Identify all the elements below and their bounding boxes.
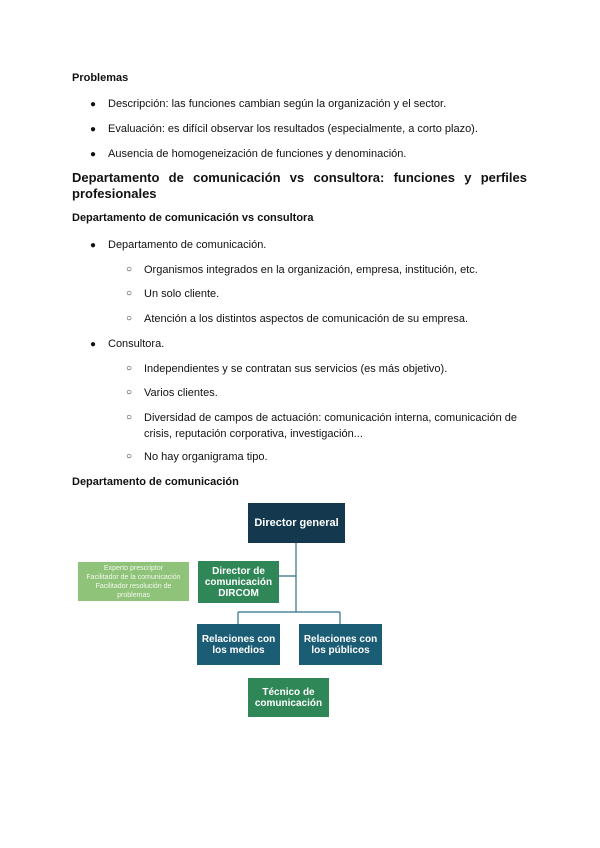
sub-list-item: Diversidad de campos de actuación: comunicación interna, comunicación de crisis, reputación corporativa, investigación... <box>144 412 517 440</box>
director-general-label: Director general <box>254 517 339 529</box>
publicos-line2: los públicos <box>311 644 370 656</box>
list-item-consultora: Consultora. <box>108 338 165 350</box>
relaciones-publicos-box <box>299 624 382 665</box>
medios-line1: Relaciones con <box>201 633 276 645</box>
sub-list-item: No hay organigrama tipo. <box>144 451 268 463</box>
circle-bullet-icon: ○ <box>126 363 133 374</box>
circle-bullet-icon: ○ <box>126 412 133 423</box>
circle-bullet-icon: ○ <box>126 387 133 398</box>
bullet-icon: ● <box>90 149 97 160</box>
bullet-icon: ● <box>90 240 97 251</box>
sub-list-item: Atención a los distintos aspectos de comunicación de su empresa. <box>144 313 469 325</box>
bullet-icon: ● <box>90 339 97 350</box>
tecnico-line1: Técnico de <box>262 686 315 698</box>
list-item-departamento: Departamento de comunicación. <box>108 239 267 251</box>
roles-line1: Experto prescriptor <box>103 564 164 572</box>
roles-line2: Facilitador de la comunicación <box>86 573 181 581</box>
dircom-label-line1: Director de <box>212 565 265 577</box>
circle-bullet-icon: ○ <box>126 264 133 275</box>
publicos-line1: Relaciones con <box>303 633 378 645</box>
roles-line4: problemas <box>117 591 150 599</box>
roles-line3: Facilitador resolución de <box>95 582 172 590</box>
dircom-label-line3: DIRCOM <box>218 587 259 599</box>
sub-list-item: Independientes y se contratan sus servicios (es más objetivo). <box>144 363 448 375</box>
relaciones-medios-box <box>197 624 280 665</box>
dircom-roles-box <box>78 562 189 601</box>
circle-bullet-icon: ○ <box>126 451 133 462</box>
section-title: Departamento de comunicación vs consultora: funciones y perfiles profesionales <box>72 170 527 201</box>
circle-bullet-icon: ○ <box>126 313 133 324</box>
dircom-label-line2: comunicación <box>204 576 273 588</box>
director-general-box <box>248 503 345 543</box>
comparison-heading: Departamento de comunicación vs consultora <box>72 212 314 224</box>
circle-bullet-icon: ○ <box>126 288 133 299</box>
tecnico-line2: comunicación <box>254 697 323 709</box>
dircom-box <box>198 561 279 603</box>
list-item: Evaluación: es difícil observar los resultados (especialmente, a corto plazo). <box>108 123 478 135</box>
medios-line2: los medios <box>212 644 265 656</box>
list-item: Descripción: las funciones cambian según la organización y el sector. <box>108 98 447 110</box>
list-item: Ausencia de homogeneización de funciones y denominación. <box>108 148 407 160</box>
bullet-icon: ● <box>90 124 97 135</box>
problemas-heading: Problemas <box>72 72 129 84</box>
sub-list-item: Organismos integrados en la organización, empresa, institución, etc. <box>144 264 478 276</box>
sub-list-item: Un solo cliente. <box>144 288 220 300</box>
tecnico-box <box>248 678 329 717</box>
bullet-icon: ● <box>90 99 97 110</box>
sub-list-item: Varios clientes. <box>144 387 218 399</box>
orgchart-heading: Departamento de comunicación <box>72 476 239 488</box>
